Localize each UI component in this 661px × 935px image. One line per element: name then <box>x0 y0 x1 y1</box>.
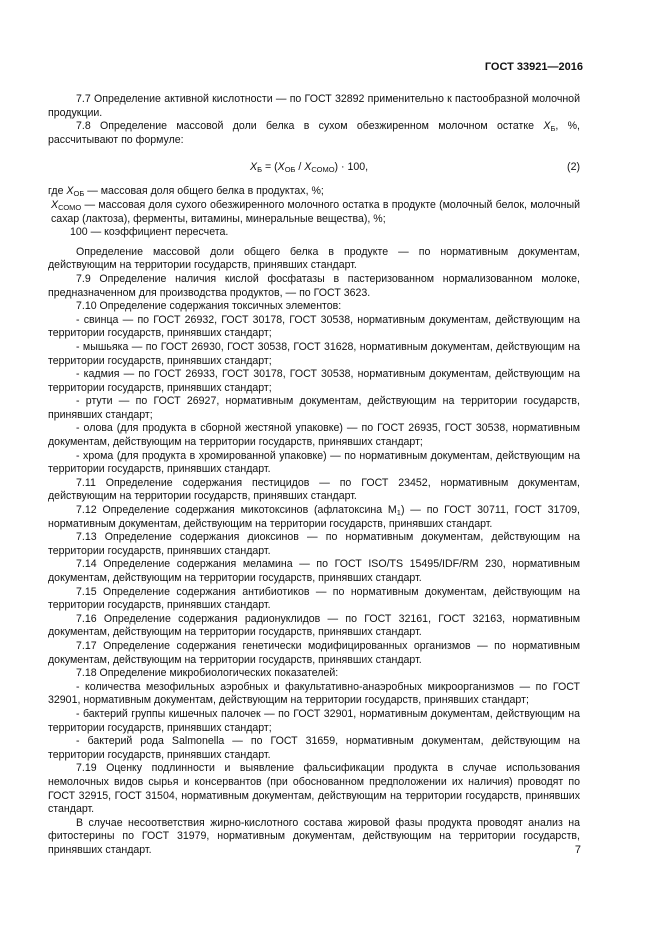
formula-number: (2) <box>567 161 580 174</box>
list-item: - бактерий рода Salmonella — по ГОСТ 31659, нормативным документам, действующим на территории государств, принявших стандарт. <box>48 735 580 761</box>
section-7-10: 7.10 Определение содержания токсичных элементов: <box>76 300 342 313</box>
section-7-11: 7.11 Определение содержания пестицидов — по ГОСТ 23452, нормативным документам, действующим на территории государств, принявших стандарт. <box>48 476 580 503</box>
section-7-12-text-a: 7.12 Определение содержания микотоксинов (афлатоксина М <box>76 504 397 517</box>
section-7-8-tail: , %, рассчитывают по формуле: <box>48 120 580 146</box>
symbol-x: X <box>543 120 551 133</box>
where-sym-1: X <box>66 185 74 198</box>
section-7-15: 7.15 Определение содержания антибиотиков — по нормативным документам, действующим на территории государств, принявших стандарт. <box>48 585 580 612</box>
section-7-12-text-b: ) — по ГОСТ 30711, ГОСТ 31709, нормативным документам, действующим на территории государств, принявших стандарт. <box>48 504 580 530</box>
list-item: - свинца — по ГОСТ 26932, ГОСТ 30178, ГОСТ 30538, нормативным документам, действующим на территории государств, принявших стандарт; <box>48 313 580 340</box>
where-prefix: где <box>48 185 67 198</box>
where-line-3: 100 — коэффициент пересчета. <box>70 226 229 239</box>
page-number: 7 <box>574 844 581 856</box>
section-7-19: 7.19 Оценку подлинности и выявление фальсификации продукта в случае использования немолочных видов сырья и консервантов (при обоснованном предположении их наличия) проводят по ГОСТ 32915, ГОСТ 31504, нормативным документам, действующим на территории государств, принявших стандарт. <box>48 762 580 816</box>
section-7-9: 7.9 Определение наличия кислой фосфатазы в пастеризованном нормализованном молоке, предназначенном для производства продуктов, — по ГОСТ 3623. <box>48 272 580 299</box>
list-item: - хрома (для продукта в хромированной упаковке) — по нормативным документам, действующим на территории государств, принявших стандарт. <box>48 449 580 476</box>
section-7-18: 7.18 Определение микробиологических показателей: <box>76 667 339 680</box>
document-body <box>48 93 580 857</box>
list-item: - олова (для продукта в сборной жестяной упаковке) — по ГОСТ 26935, ГОСТ 30538, нормативным документам, действующим на территории государств, принявших стандарт; <box>48 422 580 449</box>
where-sub-2: СОМО <box>58 202 82 212</box>
section-7-17: 7.17 Определение содержания генетически модифицированных организмов — по нормативным документам, действующим на территории государств, принявших стандарт. <box>48 639 580 666</box>
formula-x2: X <box>304 161 312 174</box>
where-text-1: — массовая доля общего белка в продуктах, %; <box>84 185 324 198</box>
where-text-2: — массовая доля сухого обезжиренного молочного остатка в продукте (молочный белок, молочный сахар (лактоза), ферменты, витамины, минеральные вещества), %; <box>51 198 580 225</box>
list-item: - мышьяка — по ГОСТ 26930, ГОСТ 30538, ГОСТ 31628, нормативным документам, действующим на территории государств, принявших стандарт; <box>48 340 580 367</box>
document-header: ГОСТ 33921—2016 <box>484 61 583 73</box>
formula-x1-sub: ОБ <box>284 165 296 175</box>
list-item: - ртути — по ГОСТ 26927, нормативным документам, действующим на территории государств, принявших стандарт; <box>48 395 580 421</box>
formula-slash: / <box>295 161 305 174</box>
formula-lhs: X <box>250 161 258 174</box>
list-item: - количества мезофильных аэробных и факультативно-анаэробных микроорганизмов — по ГОСТ 32901, нормативным документам, действующим на территории государств, принявших стандарт; <box>48 680 580 707</box>
total-protein-paragraph: Определение массовой доли общего белка в продукте — по нормативным документам, действующим на территории государств, принявших стандарт. <box>48 245 580 272</box>
section-7-12 <box>48 504 580 531</box>
list-item: - кадмия — по ГОСТ 26933, ГОСТ 30178, ГОСТ 30538, нормативным документам, действующим на территории государств, принявших стандарт; <box>48 368 580 394</box>
formula-tail: ) · 100, <box>334 161 369 174</box>
where-line-2 <box>48 199 580 226</box>
section-7-16: 7.16 Определение содержания радионуклидов — по ГОСТ 32161, ГОСТ 32163, нормативным документам, действующим на территории государств, принявших стандарт. <box>48 612 580 639</box>
list-item: - бактерий группы кишечных палочек — по ГОСТ 32901, нормативным документам, действующим на территории государств, принявших стандарт; <box>48 707 580 734</box>
symbol-sub: Б <box>550 124 556 134</box>
formula-eq: = ( <box>262 161 278 174</box>
formula-x1: X <box>277 161 285 174</box>
where-line-1 <box>48 185 580 199</box>
section-7-7: 7.7 Определение активной кислотности — по ГОСТ 32892 применительно к пастообразной молочной продукции. <box>48 93 580 119</box>
fatty-acid-paragraph: В случае несоответствия жирно-кислотного состава жировой фазы продукта проводят анализ на фитостерины по ГОСТ 31979, нормативным документам, действующим на территории государств, принявших стандарт. <box>48 816 580 856</box>
formula-lhs-sub: Б <box>257 165 262 175</box>
where-sub-1: ОБ <box>73 189 85 199</box>
formula-2 <box>48 152 580 182</box>
section-7-8 <box>48 120 580 147</box>
where-sym-2: X <box>51 198 59 211</box>
section-7-12-sub: 1 <box>396 508 401 518</box>
section-7-13: 7.13 Определение содержания диоксинов — по нормативным документам, действующим на территории государств, принявших стандарт. <box>48 531 580 557</box>
section-7-8-text: 7.8 Определение массовой доли белка в сухом обезжиренном молочном остатке <box>76 120 535 133</box>
formula-expression <box>250 152 368 182</box>
section-7-14: 7.14 Определение содержания меламина — по ГОСТ ISO/TS 15495/IDF/RM 230, нормативным документам, действующим на территории государств, принявших стандарт. <box>48 558 580 584</box>
formula-x2-sub: СОМО <box>311 165 335 175</box>
